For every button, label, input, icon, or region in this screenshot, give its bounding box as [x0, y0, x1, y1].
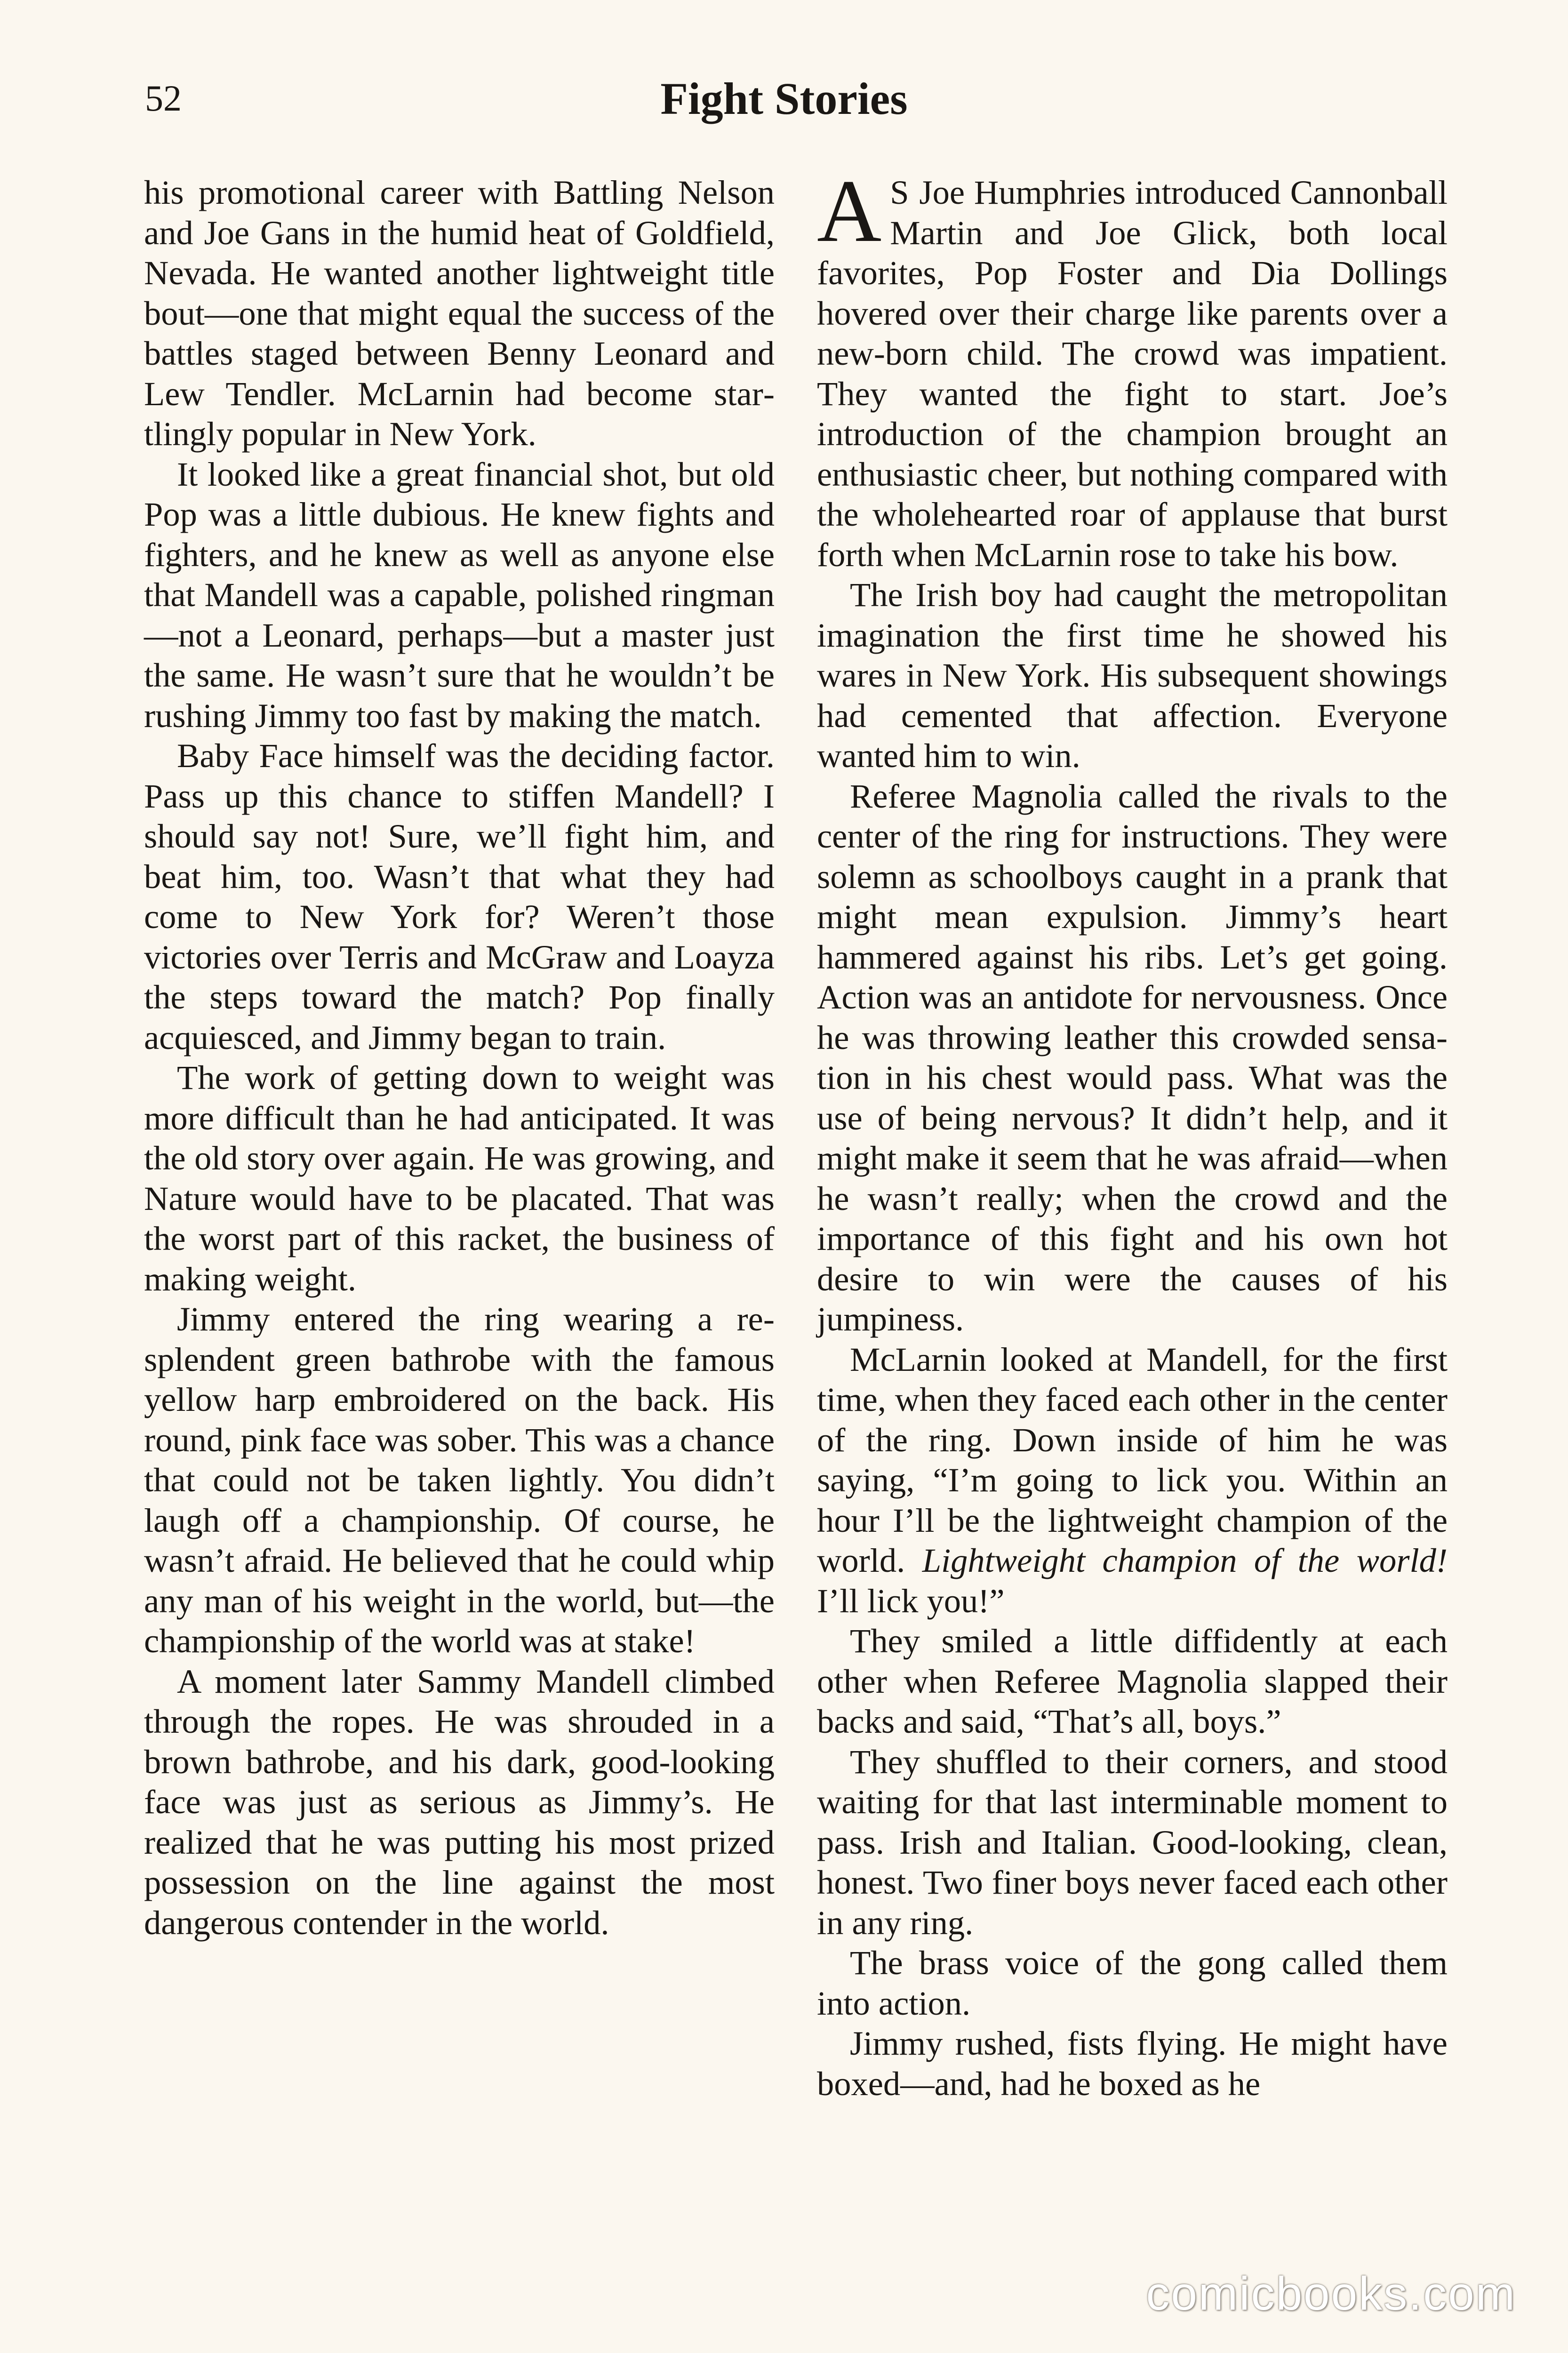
paragraph: Baby Face himself was the deciding factor. Pass up this chance to stiffen Mandell? I should say not! Sure, we’ll fight him, and beat him, too. Wasn’t that what they had come to New York for? Weren’t those victories over Terris and McGraw and Loayza the steps toward the match? Pop finally acquiesced, and Jimmy began to train.: [144, 736, 775, 1056]
left-column: [144, 172, 775, 1943]
paragraph: The Irish boy had caught the metropolitan imagination the first time he showed his wares in New York. His subsequent showings had cemented that affection. Everyone wanted him to win.: [817, 576, 1448, 775]
emphasized-text: Lightweight champion of the world!: [922, 1541, 1448, 1579]
paragraph-text: McLarnin looked at Mandell, for the first time, when they faced each other in the center of the ring. Down inside of him he was saying, “I’m going to lick you. Within an hour I’ll be the lightweight champion of the world.: [817, 1340, 1448, 1579]
paragraph: They smiled a little diffidently at each other when Referee Magnolia slapped their backs and said, “That’s all, boys.”: [817, 1622, 1448, 1740]
paragraph: They shuffled to their corners, and stood waiting for that last interminable moment to pass. Irish and Italian. Good-looking, clean, honest. Two finer boys never faced each other in any ring.: [817, 1742, 1448, 1942]
paragraph: Jimmy rushed, fists flying. He might have boxed—and, had he boxed as he: [817, 2024, 1448, 2103]
paragraph: [817, 1339, 1448, 1621]
lead-text: Joe Humphries introduced Cannonball Martin and Joe Glick, both local favorites, Pop Foster and Dia Dollings hovered over their charge like parents over a new-born child. The crowd was impatient. They wanted the fight to start. Joe’s introduction of the champion brought an enthusiastic cheer, but nothing compared with the wholehearted roar of applause that burst forth when McLarnin rose to take his bow.: [817, 173, 1448, 574]
paragraph: Jimmy entered the ring wearing a resplendent green bathrobe with the famous yellow harp embroidered on the back. His round, pink face was sober. This was a chance that could not be taken lightly. You didn’t laugh off a championship. Of course, he wasn’t afraid. He believed that he could whip any man of his weight in the world, but—the championship of the world was at stake!: [144, 1300, 775, 1660]
paragraph: The brass voice of the gong called them into action.: [817, 1944, 1448, 2022]
paragraph: It looked like a great financial shot, but old Pop was a little dubious. He knew fights and fighters, and he knew as well as anyone else that Mandell was a capable, polished ringman—not a Leonard, perhaps—but a master just the same. He wasn’t sure that he wouldn’t be rushing Jimmy too fast by making the match.: [144, 455, 775, 735]
section-lead-paragraph: [817, 162, 1448, 575]
right-column: [817, 162, 1448, 2104]
running-title: Fight Stories: [660, 73, 908, 124]
paragraph: Referee Magnolia called the rivals to the center of the ring for instructions. They were solemn as schoolboys caught in a prank that might mean expulsion. Jimmy’s heart hammered against his ribs. Let’s get going. Action was an antidote for nervousness. Once he was throwing leather this crowded sensation in his chest would pass. What was the use of being nervous? It didn’t help, and it might make it seem that he was afraid—when he wasn’t really; when the crowd and the importance of this fight and his own hot desire to win were the causes of his jumpiness.: [817, 776, 1448, 1338]
lead-caps: S: [890, 173, 910, 211]
site-watermark: comicbooks.com: [1146, 2267, 1516, 2320]
page-number: 52: [145, 78, 182, 119]
paragraph: The work of getting down to weight was more difficult than he had anticipated. It was the old story over again. He was growing, and Nature would have to be placated. That was the worst part of this racket, the business of making weight.: [144, 1058, 775, 1298]
drop-cap: A: [817, 162, 882, 261]
paragraph: A moment later Sammy Mandell climbed through the ropes. He was shrouded in a brown bathrobe, and his dark, good-looking face was just as serious as Jimmy’s. He realized that he was putting his most prized possession on the line against the most dangerous contender in the world.: [144, 1662, 775, 1942]
paragraph-text: I’ll lick you!”: [817, 1581, 1005, 1620]
paragraph: his promotional career with Battling Nelson and Joe Gans in the humid heat of Goldfield, Nevada. He wanted another lightweight title bout—one that might equal the success of the battles staged between Benny Leonard and Lew Tendler. McLarnin had become startlingly popular in New York.: [144, 173, 775, 453]
